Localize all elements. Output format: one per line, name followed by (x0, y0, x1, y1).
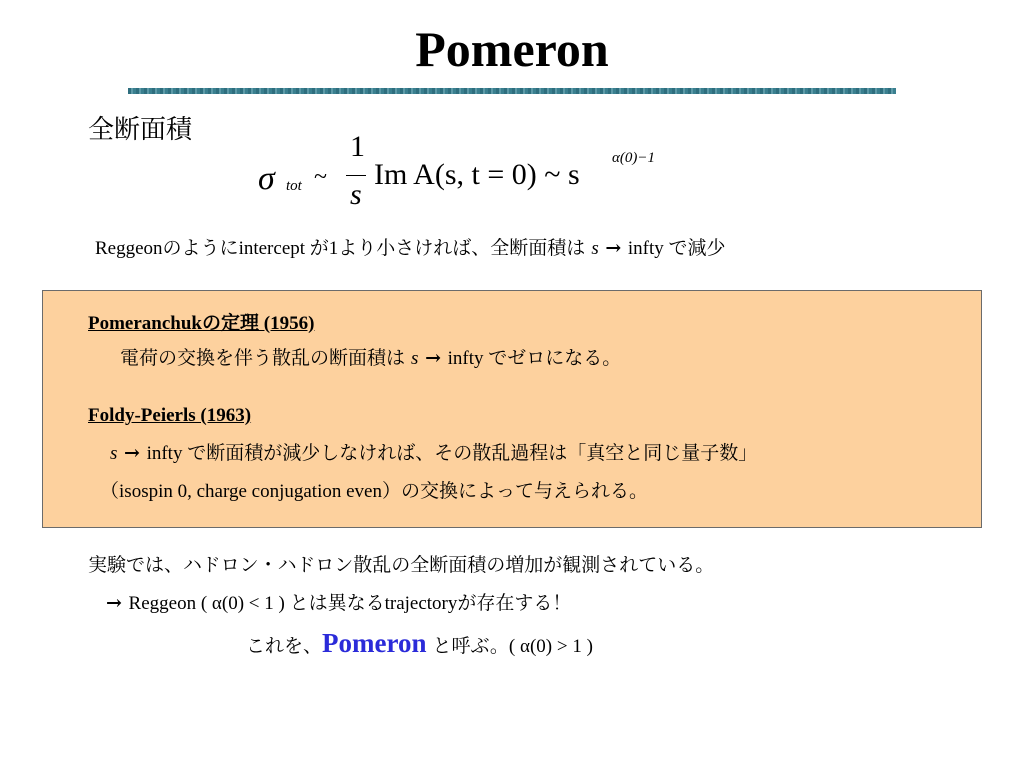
pomeranchuk-body (120, 345, 621, 372)
slide-title: Pomeron (415, 21, 609, 77)
text-jp: の定理 (202, 312, 260, 334)
section-label: 全断面積 (88, 115, 193, 145)
text-jp: が (309, 237, 329, 259)
text-pomeron-cond: ( α(0) > 1 ) (508, 636, 593, 657)
formula-superscript: α(0)−1 (612, 150, 655, 166)
arrow-icon: → (418, 347, 448, 369)
experiment-line-1: 実験では、ハドロン・ハドロン散乱の全断面積の増加が観測されている。 (88, 554, 715, 576)
text-paren: ） (381, 480, 401, 502)
formula-numerator: 1 (350, 130, 365, 163)
text-jp: の交換によって与えられる。 (400, 480, 648, 502)
text-reggeon-cond: Reggeon ( α(0) < 1 ) (128, 593, 290, 614)
text-jp: とは異なる (289, 592, 385, 614)
text-jp: これを、 (246, 635, 323, 657)
formula-main: Im A(s, t = 0) ~ s (374, 158, 580, 191)
formula-subscript: tot (286, 178, 302, 194)
text-paren: （ (100, 480, 120, 502)
text-infty: infty (447, 348, 489, 369)
text-jp: で減少 (668, 237, 726, 259)
text-pomeranchuk: Pomeranchuk (88, 313, 202, 334)
text-year: (1956) (259, 313, 315, 334)
text-quantum-numbers: isospin 0, charge conjugation even (119, 481, 382, 502)
text-jp: が存在する！ (457, 592, 572, 614)
arrow-icon: → (117, 442, 147, 464)
foldy-peierls-heading: Foldy-Peierls (1963) (88, 405, 252, 426)
text-jp: でゼロになる。 (488, 347, 622, 369)
text-jp: で断面積が減少しなければ、その散乱過程は「真空と同じ量子数」 (187, 442, 758, 464)
arrow-icon: → (598, 237, 628, 259)
text-number: 1 (328, 238, 339, 259)
experiment-line-2 (106, 590, 571, 617)
text-reggeon: Reggeon (95, 238, 163, 259)
text-intercept: intercept (238, 238, 310, 259)
cross-section-formula (258, 130, 698, 220)
formula-sigma: σ (258, 160, 275, 197)
foldy-peierls-body-1 (110, 440, 757, 467)
text-infty: infty (146, 443, 188, 464)
arrow-icon: → (106, 592, 129, 614)
text-jp: 電荷の交換を伴う散乱の断面積は (120, 347, 412, 369)
title-underline-bar (128, 88, 896, 94)
experiment-line-3 (246, 630, 593, 660)
text-s: s (591, 238, 599, 259)
text-jp: と呼ぶ。 (426, 635, 509, 657)
formula-fraction-line (346, 175, 366, 176)
formula-denominator: s (350, 178, 362, 211)
text-jp: のように (162, 237, 239, 259)
text-infty: infty (627, 238, 669, 259)
reggeon-line (95, 235, 726, 262)
text-s: s (110, 443, 118, 464)
text-jp: より小さければ、全断面積は (338, 237, 592, 259)
formula-tilde: ~ (314, 164, 327, 190)
text-trajectory: trajectory (384, 593, 458, 614)
pomeron-highlight: Pomeron (322, 628, 427, 658)
foldy-peierls-body-2 (100, 478, 648, 505)
pomeranchuk-heading (88, 310, 314, 337)
text-s: s (411, 348, 419, 369)
